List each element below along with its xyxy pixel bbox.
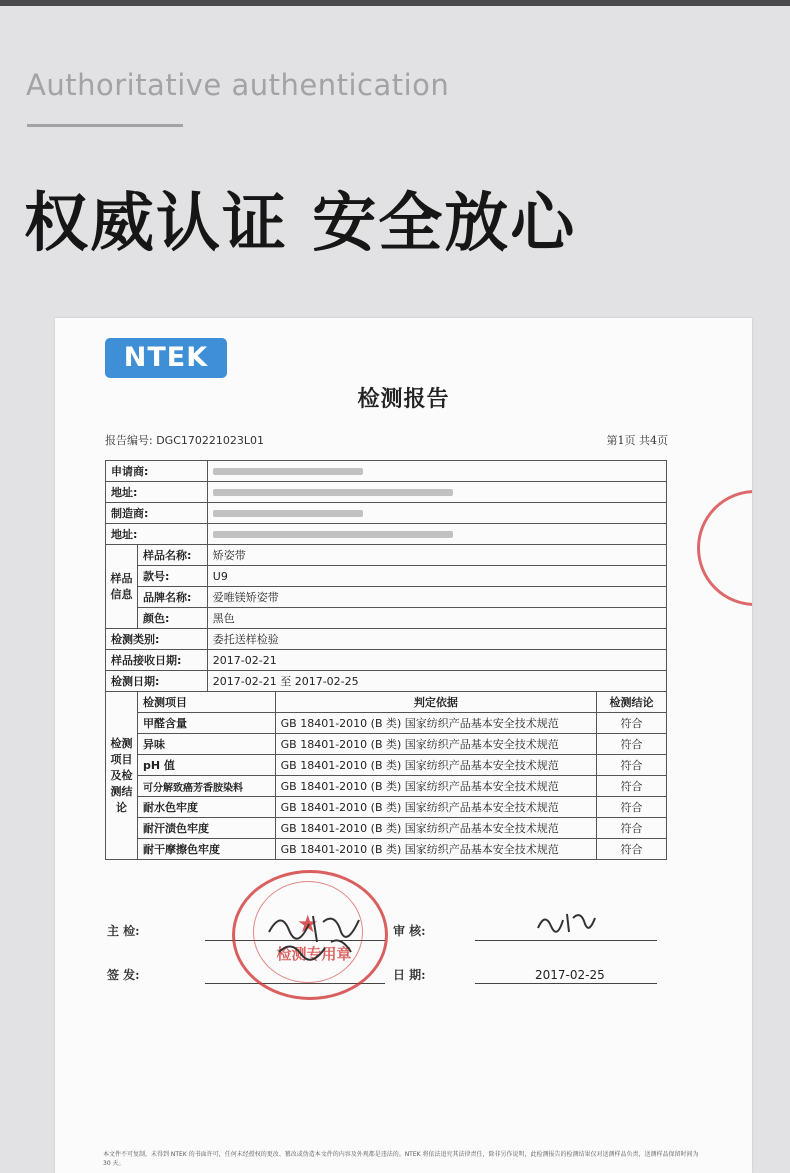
table-row bbox=[106, 608, 667, 629]
reviewer-label: 审 核: bbox=[393, 924, 426, 938]
issuer-label: 签 发: bbox=[107, 968, 140, 982]
table-row bbox=[106, 629, 667, 650]
address2-value-redacted bbox=[207, 524, 666, 545]
table-row bbox=[106, 692, 667, 713]
table-row bbox=[106, 734, 667, 755]
header-result: 检测结论 bbox=[597, 692, 667, 713]
table-row bbox=[106, 776, 667, 797]
date-label: 日 期: bbox=[393, 968, 426, 982]
test-type-label: 检测类别: bbox=[106, 629, 208, 650]
result-conclusion: 符合 bbox=[597, 797, 667, 818]
brand-value: 爱唯镁矫姿带 bbox=[207, 587, 666, 608]
applicant-label: 申请商: bbox=[106, 461, 208, 482]
address-value-redacted bbox=[207, 482, 666, 503]
top-strip bbox=[0, 0, 790, 6]
result-basis: GB 18401-2010 (B 类) 国家纺织产品基本安全技术规范 bbox=[275, 839, 596, 860]
inspector-signature bbox=[261, 902, 371, 962]
table-row bbox=[106, 524, 667, 545]
table-row bbox=[106, 503, 667, 524]
banner-subtitle: Authoritative authentication bbox=[26, 68, 450, 102]
ntek-logo: NTEK bbox=[105, 338, 227, 378]
color-label: 颜色: bbox=[137, 608, 207, 629]
issue-date: 2017-02-25 bbox=[535, 968, 605, 982]
result-item: 异味 bbox=[137, 734, 275, 755]
table-row bbox=[106, 566, 667, 587]
report-title: 检测报告 bbox=[357, 386, 450, 412]
table-row bbox=[106, 755, 667, 776]
result-conclusion: 符合 bbox=[597, 755, 667, 776]
color-value: 黑色 bbox=[207, 608, 666, 629]
manufacturer-label: 制造商: bbox=[106, 503, 208, 524]
result-basis: GB 18401-2010 (B 类) 国家纺织产品基本安全技术规范 bbox=[275, 755, 596, 776]
test-date-label: 检测日期: bbox=[106, 671, 208, 692]
table-row bbox=[106, 650, 667, 671]
report-number: 报告编号: DGC170221023L01 bbox=[105, 434, 264, 447]
result-conclusion: 符合 bbox=[597, 839, 667, 860]
result-basis: GB 18401-2010 (B 类) 国家纺织产品基本安全技术规范 bbox=[275, 713, 596, 734]
result-conclusion: 符合 bbox=[597, 818, 667, 839]
result-item: 耐水色牢度 bbox=[137, 797, 275, 818]
report-table bbox=[105, 460, 667, 860]
header-basis: 判定依据 bbox=[275, 692, 596, 713]
model-label: 款号: bbox=[137, 566, 207, 587]
table-row bbox=[106, 461, 667, 482]
results-group-label: 检测项目及检测结论 bbox=[106, 692, 138, 860]
address2-label: 地址: bbox=[106, 524, 208, 545]
subtitle-underline bbox=[27, 124, 183, 127]
table-row bbox=[106, 839, 667, 860]
address-label: 地址: bbox=[106, 482, 208, 503]
test-report-document bbox=[55, 318, 752, 1173]
stamp-star-icon: ★ bbox=[297, 910, 319, 938]
result-conclusion: 符合 bbox=[597, 734, 667, 755]
report-footer-disclaimer: 本文件不可复制，未得到 NTEK 的书面许可，任何未经授权的更改、篡改或伪造本文件的内容及外观都是违法的。NTEK 将依法追究其法律责任，除非另作说明，此检测报告的检测结果仅对送测样品负责，送测样品保留时间为 30 天。 bbox=[103, 1151, 699, 1167]
result-item: 可分解致癌芳香胺染料 bbox=[137, 776, 275, 797]
reviewer-signature bbox=[533, 906, 603, 940]
table-row bbox=[106, 482, 667, 503]
partial-seal-right bbox=[697, 490, 752, 606]
table-row bbox=[106, 713, 667, 734]
stamp-label: 检测专用章 bbox=[276, 945, 352, 963]
receive-date-value: 2017-02-21 bbox=[207, 650, 666, 671]
banner-headline: 权威认证 安全放心 bbox=[24, 187, 577, 261]
result-item: 甲醛含量 bbox=[137, 713, 275, 734]
manufacturer-value-redacted bbox=[207, 503, 666, 524]
table-row bbox=[106, 797, 667, 818]
page-info: 第1页 共4页 bbox=[606, 434, 668, 447]
result-basis: GB 18401-2010 (B 类) 国家纺织产品基本安全技术规范 bbox=[275, 797, 596, 818]
result-item: 耐干摩擦色牢度 bbox=[137, 839, 275, 860]
reviewer-line bbox=[475, 940, 657, 941]
test-type-value: 委托送样检验 bbox=[207, 629, 666, 650]
applicant-value-redacted bbox=[207, 461, 666, 482]
result-conclusion: 符合 bbox=[597, 776, 667, 797]
sample-group-label: 样品信息 bbox=[106, 545, 138, 629]
result-basis: GB 18401-2010 (B 类) 国家纺织产品基本安全技术规范 bbox=[275, 776, 596, 797]
date-line bbox=[475, 983, 657, 984]
result-item: pH 值 bbox=[137, 755, 275, 776]
result-conclusion: 符合 bbox=[597, 713, 667, 734]
result-item: 耐汗渍色牢度 bbox=[137, 818, 275, 839]
brand-label: 品牌名称: bbox=[137, 587, 207, 608]
table-row bbox=[106, 545, 667, 566]
inspector-label: 主 检: bbox=[107, 924, 140, 938]
header-item: 检测项目 bbox=[137, 692, 275, 713]
sample-name-label: 样品名称: bbox=[137, 545, 207, 566]
result-basis: GB 18401-2010 (B 类) 国家纺织产品基本安全技术规范 bbox=[275, 734, 596, 755]
table-row bbox=[106, 587, 667, 608]
table-row bbox=[106, 671, 667, 692]
receive-date-label: 样品接收日期: bbox=[106, 650, 208, 671]
result-basis: GB 18401-2010 (B 类) 国家纺织产品基本安全技术规范 bbox=[275, 818, 596, 839]
test-date-value: 2017-02-21 至 2017-02-25 bbox=[207, 671, 666, 692]
model-value: U9 bbox=[207, 566, 666, 587]
sample-name: 矫姿带 bbox=[207, 545, 666, 566]
table-row bbox=[106, 818, 667, 839]
